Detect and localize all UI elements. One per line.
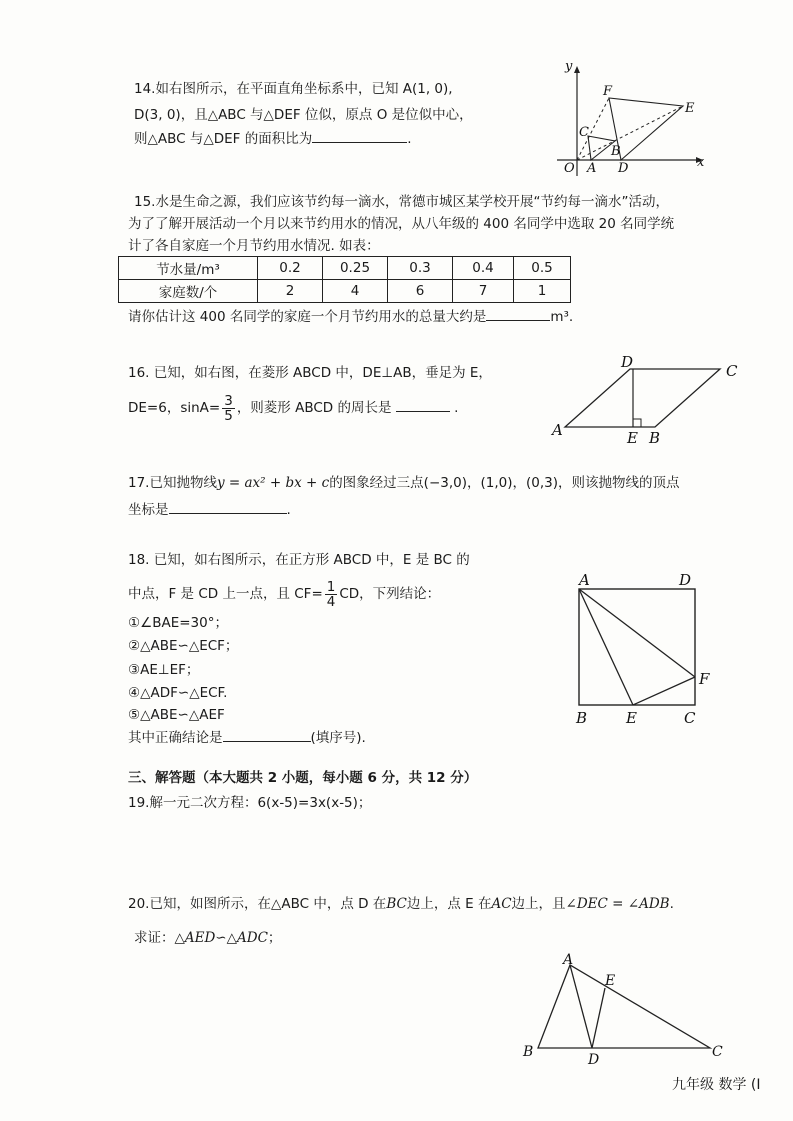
q20-triangle-figure (518, 952, 730, 1068)
parabola-formula: y = ax² + bx + c (216, 475, 330, 491)
label-y: y (565, 59, 573, 74)
segment-af (579, 589, 695, 677)
label-d: D (621, 355, 634, 371)
label-b: B (649, 429, 661, 447)
q16-line1: 16. 已知，如右图，在菱形 ABCD 中，DE⊥AB，垂足为 E， (128, 365, 492, 381)
q17-line2: 坐标是 . (128, 499, 291, 519)
fraction-3-5: $\frac{3}{5}$ (224, 392, 233, 424)
rhombus-abcd (565, 369, 720, 427)
q15-line3: 计了各自家庭一个月节约用水情况. 如表： (128, 238, 380, 254)
y-axis-arrow (574, 66, 580, 73)
table-row (119, 280, 571, 303)
label-a: A (579, 571, 590, 589)
answer-blank[interactable] (312, 128, 407, 143)
q18-item-5: ⑤△ABE∽△AEF (128, 707, 225, 723)
label-x: x (697, 155, 705, 170)
label-d: D (588, 1052, 600, 1068)
label-c: C (579, 125, 589, 140)
table-cell: 0.3 (388, 257, 453, 280)
answer-blank[interactable] (169, 499, 287, 514)
segment-ef (633, 677, 695, 705)
label-a: A (552, 421, 563, 439)
segment-de (592, 988, 605, 1048)
label-e: E (627, 429, 638, 447)
fraction-1-4: $\frac{1}{4}$ (326, 578, 336, 610)
table-header-cell: 节水量/m³ (119, 257, 258, 280)
square-abcd (579, 589, 695, 705)
label-f: F (603, 84, 613, 99)
table-cell: 0.25 (323, 257, 388, 280)
q20-line2: 求证：△AED∽△ADC； (134, 930, 282, 946)
q18-item-4: ④△ADF∽△ECF. (128, 685, 228, 701)
q17-line1: 17.已知抛物线y = ax² + bx + c的图象经过三点(−3,0)，(1,0)，(0,3)，则该抛物线的顶点 (128, 475, 680, 491)
label-c: C (684, 709, 696, 727)
q20-line1: 20.已知，如图所示，在△ABC 中，点 D 在BC边上，点 E 在AC边上，且∠DEC = ∠ADB. (128, 896, 674, 912)
label-d: D (679, 571, 692, 589)
q14-line3: 则△ABC 与△DEF 的面积比为 . (134, 128, 412, 148)
q14-line2: D(3, 0)，且△ABC 与△DEF 位似，原点 O 是位似中心， (134, 107, 473, 123)
page-footer: 九年级 数学 (Ⅰ (672, 1077, 761, 1093)
table-cell: 0.2 (258, 257, 323, 280)
label-c: C (712, 1044, 723, 1060)
q18-item-3: ③AE⊥EF； (128, 662, 200, 678)
label-f: F (699, 670, 710, 688)
q18-line2: 中点，F 是 CD 上一点，且 CF= $\frac{1}{4}$ CD，下列结论： (128, 578, 441, 610)
table-cell: 0.5 (514, 257, 571, 280)
segment-ad (570, 965, 592, 1048)
segment-ae (579, 589, 633, 705)
answer-blank[interactable] (223, 727, 311, 742)
label-e: E (685, 101, 695, 116)
right-angle-mark (633, 419, 641, 427)
label-b: B (576, 709, 588, 727)
q15-line4: 请你估计这 400 名同学的家庭一个月节约用水的总量大约是 m³. (128, 306, 573, 326)
table-header-cell: 家庭数/个 (119, 280, 258, 303)
label-a: A (563, 952, 574, 968)
table-cell: 1 (514, 280, 571, 303)
table-cell: 7 (453, 280, 514, 303)
label-e: E (605, 973, 616, 989)
label-c: C (726, 362, 738, 380)
q19-text: 19.解一元二次方程：6(x-5)=3x(x-5)； (128, 795, 372, 811)
q18-square-figure (566, 567, 726, 729)
q14-line1: 14.如右图所示，在平面直角坐标系中，已知 A(1, 0), (134, 81, 453, 97)
q15-line2: 为了了解开展活动一个月以来节约用水的情况，从八年级的 400 名同学中选取 20 名同学统 (128, 216, 675, 232)
answer-blank[interactable] (486, 306, 550, 321)
q18-line1: 18. 已知，如右图所示，在正方形 ABCD 中，E 是 BC 的 (128, 552, 470, 568)
table-cell: 0.4 (453, 257, 514, 280)
triangle-abc (538, 965, 710, 1048)
label-b: B (611, 144, 621, 159)
table-cell: 6 (388, 280, 453, 303)
q18-item-1: ①∠BAE=30°； (128, 615, 228, 631)
label-e: E (626, 709, 637, 727)
q18-item-2: ②△ABE∽△ECF； (128, 638, 239, 654)
table-cell: 4 (323, 280, 388, 303)
answer-blank[interactable] (396, 397, 450, 412)
q15-line1: 15.水是生命之源，我们应该节约每一滴水，常德市城区某学校开展“节约每一滴水”活动， (134, 194, 669, 210)
section-3-heading: 三、解答题（本大题共 2 小题，每小题 6 分，共 12 分） (128, 770, 478, 786)
q14-coordinate-figure (555, 58, 715, 178)
label-a: A (587, 161, 597, 176)
label-o: O (564, 161, 575, 176)
label-b: B (523, 1044, 534, 1060)
label-d: D (618, 161, 629, 176)
q16-line2: DE=6，sinA= $\frac{3}{5}$ ，则菱形 ABCD 的周长是 . (128, 392, 459, 424)
q18-answer-line: 其中正确结论是 (填序号). (128, 727, 366, 747)
water-saving-table (118, 256, 571, 303)
table-cell: 2 (258, 280, 323, 303)
table-row (119, 257, 571, 280)
q16-rhombus-figure (548, 355, 748, 447)
